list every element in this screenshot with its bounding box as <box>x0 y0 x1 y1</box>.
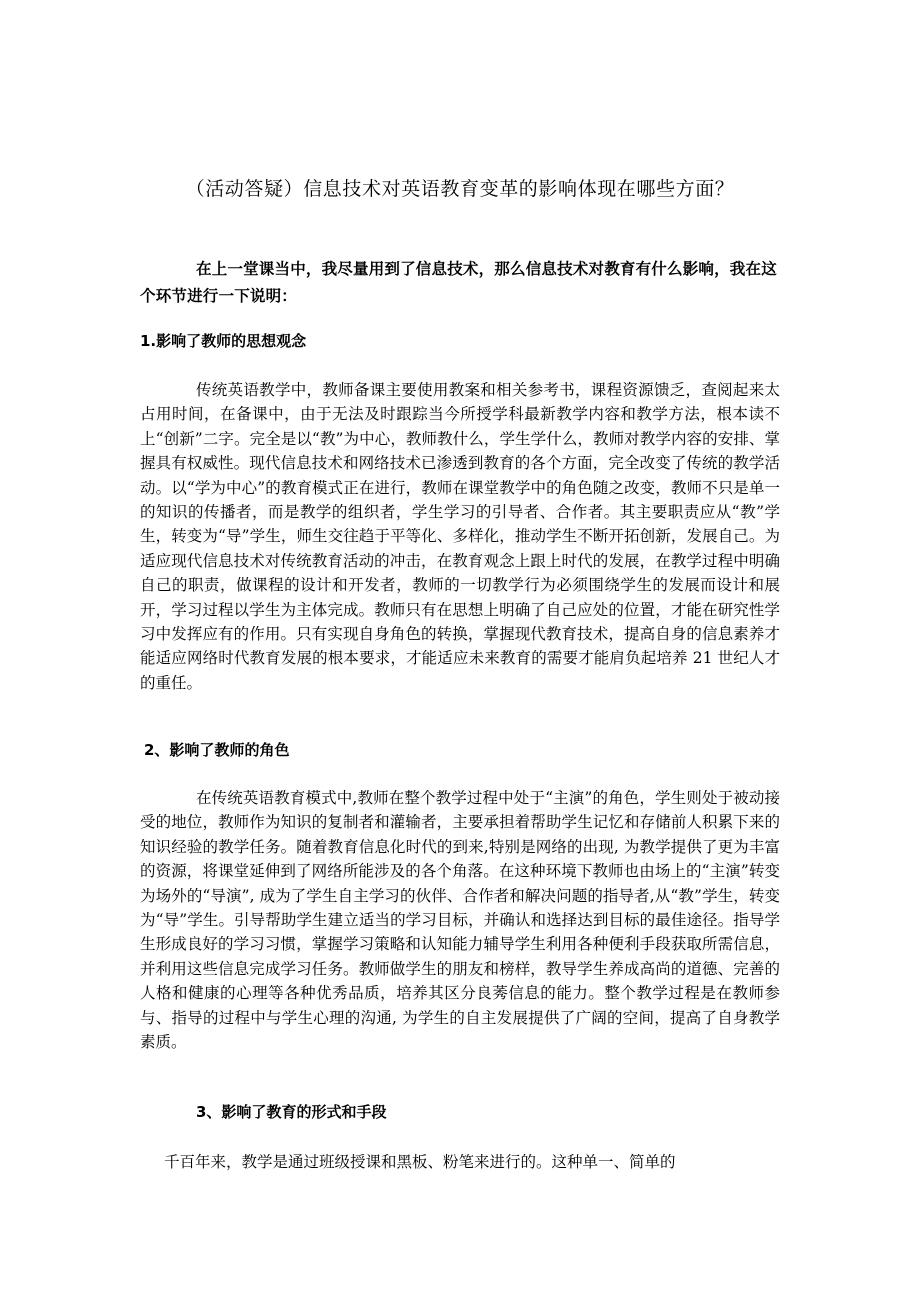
section-heading-1: 1.影响了教师的思想观念 <box>140 332 307 350</box>
section-body-3: 千百年来，教学是通过班级授课和黑板、粉笔来进行的。这种单一、简单的 <box>164 1153 676 1171</box>
document-title: （活动答疑）信息技术对英语教育变革的影响体现在哪些方面？ <box>185 178 735 200</box>
section-body-2: 在传统英语教育模式中,教师在整个教学过程中处于“主演”的角色，学生则处于被动接受的地位，教师作为知识的复制者和灌输者，主要承担着帮助学生记忆和存储前人积累下来的知识经验的教学任务。随着教育信息化时代的到来,特别是网络的出现, 为教学提供了更为丰富的资源，将课堂延伸到了网络所能涉及的各个角落。在这种环境下教师也由场上的“主演”转变为场外的“导演”, 成为了学生自主学习的伙伴、合作者和解决问题的指导者,从“教”学生，转变为“导”学生。引导帮助学生建立适当的学习目标，并确认和选择达到目标的最佳途径。指导学生形成良好的学习习惯，掌握学习策略和认知能力辅导学生利用各种便利手段获取所需信息，并利用这些信息完成学习任务。教师做学生的朋友和榜样，教导学生养成高尚的道德、完善的人格和健康的心理等各种优秀品质，培养其区分良莠信息的能力。整个教学过程是在教师参与、指导的过程中与学生心理的沟通, 为学生的自主发展提供了广阔的空间，提高了自身教学素质。 <box>140 789 780 1052</box>
intro-paragraph: 在上一堂课当中，我尽量用到了信息技术，那么信息技术对教育有什么影响，我在这个环节进行一下说明： <box>140 260 777 305</box>
section-heading-2: 2、影响了教师的角色 <box>144 741 290 759</box>
section-heading-3: 3、影响了教育的形式和手段 <box>196 1103 387 1121</box>
section-body-1: 传统英语教学中，教师备课主要使用教案和相关参考书，课程资源馈乏，查阅起来太占用时间，在备课中，由于无法及时跟踪当今所授学科最新教学内容和教学方法，根本读不上“创新”二字。完全是以“教”为中心，教师教什么，学生学什么，教师对教学内容的安排、掌握具有权威性。现代信息技术和网络技术已渗透到教育的各个方面，完全改变了传统的教学活动。以“学为中心”的教育模式正在进行，教师在课堂教学中的角色随之改变，教师不只是单一的知识的传播者，而是教学的组织者，学生学习的引导者、合作者。其主要职责应从“教”学生，转变为“导”学生，师生交往趋于平等化、多样化，推动学生不断开拓创新，发展自己。为适应现代信息技术对传统教育活动的冲击，在教育观念上跟上时代的发展，在教学过程中明确自己的职责，做课程的设计和开发者，教师的一切教学行为必须围绕学生的发展而设计和展开，学习过程以学生为主体完成。教师只有在思想上明确了自己应处的位置，才能在研究性学习中发挥应有的作用。只有实现自身角色的转换，掌握现代教育技术，提高自身的信息素养才能适应网络时代教育发展的根本要求，才能适应未来教育的需要才能肩负起培养 21 世纪人才的重任。 <box>140 381 780 692</box>
